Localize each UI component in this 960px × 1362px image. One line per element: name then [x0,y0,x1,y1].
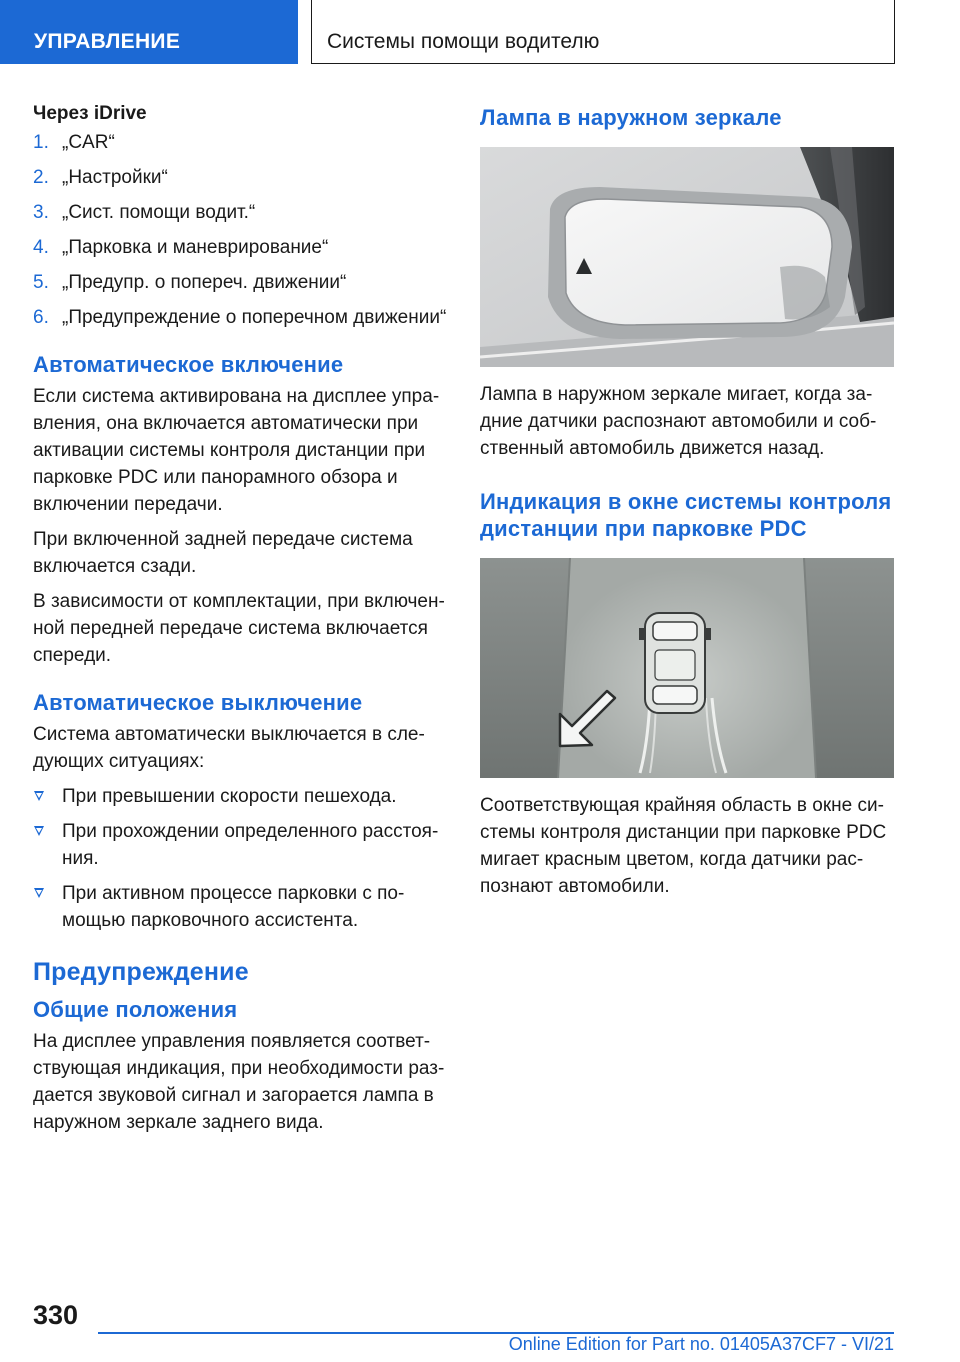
via-idrive-label: Через iDrive [33,103,147,124]
footer-edition: Online Edition for Part no. 01405A37CF7 - VI/21 [508,1334,894,1354]
auto-off-bullets [33,783,447,934]
header-chapter-title: Системы помощи водителю [311,0,895,64]
page-number: 330 [33,1300,79,1330]
list-item: При превышении скорости пешехода. [33,783,447,810]
auto-on-heading: Автоматическое включение [33,352,344,377]
general-provisions-heading: Общие положения [33,997,238,1022]
right-column [480,100,894,908]
warning-paragraph-1: На дисплее управления появляется соответствующая индикация, при необходимости раздается звуковой сигнал и загорается лампа в наружном зеркале заднего вида. [33,1031,445,1133]
triangle-bullet-icon [34,826,44,836]
auto-off-intro: Система автоматически выключается в следующих ситуациях: [33,724,425,772]
auto-on-paragraph-1: Если система активирована на дисплее управления, она включается автоматически при активации системы контроля дистанции при парковке PDC или панорамного обзора и включении передачи. [33,386,440,515]
pdc-display-illustration [480,558,894,778]
idrive-steps-list [33,129,447,331]
auto-on-paragraph-2: При включенной задней передаче система включается сзади. [33,529,413,577]
pdc-indication-heading: Индикация в окне системы контроля дистанции при парковке PDC [480,489,892,541]
list-item: 6. „Предупреждение о поперечном движении“ [33,307,447,328]
mirror-lamp-paragraph: Лампа в наружном зеркале мигает, когда задние датчики распознают автомобили и собственный автомобиль движется назад. [480,384,877,459]
triangle-bullet-icon [34,888,44,898]
list-item: 1. „CAR“ [33,132,115,153]
auto-on-paragraph-3: В зависимости от комплектации, при включенной передней передаче система включается спереди. [33,591,445,666]
mirror-lamp-heading: Лампа в наружном зеркале [480,105,782,130]
list-item: При прохождении определенного расстояния. [33,818,447,872]
pdc-indication-paragraph: Соответствующая крайняя область в окне системы контроля дистанции при парковке PDC мигает красным цветом, когда датчики распознают автомобили. [480,795,887,897]
list-item: 4. „Парковка и маневрирование“ [33,237,329,258]
list-item: 2. „Настройки“ [33,167,168,188]
triangle-bullet-icon [34,791,44,801]
auto-off-heading: Автоматическое выключение [33,690,363,715]
mirror-lamp-illustration [480,147,894,367]
header-section-tab: УПРАВЛЕНИЕ [0,0,298,64]
list-item: При активном процессе парковки с помощью парковочного ассистента. [33,880,447,934]
left-column [33,100,447,1144]
warning-heading: Предупреждение [33,958,249,986]
list-item: 3. „Сист. помощи водит.“ [33,202,256,223]
list-item: 5. „Предупр. о попереч. движении“ [33,272,347,293]
